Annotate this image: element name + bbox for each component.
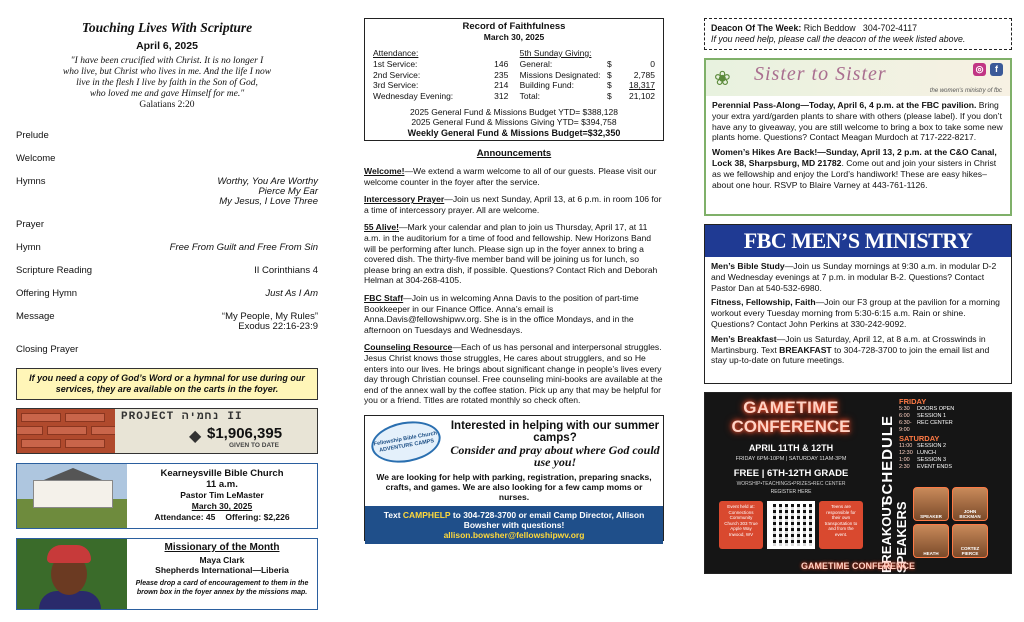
camp-needs: We are looking for help with parking, registration, preparing snacks, crafts, and games. We are also looking for a few camp moms or nurses.: [376, 471, 652, 502]
attendance-row: Wednesday Evening: 312: [373, 90, 509, 101]
sister-to-sister-card: [704, 58, 1012, 216]
mens-item: Men’s Bible Study—Join us Sunday mornings at 9:30 a.m. in modular D-2 and Wednesday evenings at 7 p.m. in modular B-2. Questions? Contact Pastor Dan at 540-532-6980.: [711, 261, 997, 293]
giving-row: General: $ 0: [519, 59, 655, 69]
conference-title: CONFERENCE: [731, 417, 851, 436]
church-building: [33, 480, 113, 508]
camp-contact: Text CAMPHELP to 304-728-3700 or email Camp Director, Allison Bowsher with questions! allison.bowsher@fellowshipwv.org: [365, 506, 663, 544]
giving-row: Total: $ 21,102: [519, 91, 655, 101]
speaker-photos: [913, 487, 988, 558]
speaker-photo: CORTEZ PIERCE: [952, 524, 988, 558]
sister-header: [706, 60, 1010, 96]
order-item-welcome: Welcome: [16, 153, 56, 164]
brick-decoration: [21, 413, 61, 422]
deacon-name: Rich Beddow: [803, 23, 856, 33]
giving-row: Building Fund: $ 18,317: [519, 80, 655, 90]
order-item-closing-prayer: Closing Prayer: [16, 344, 79, 355]
attendance-row: 1st Service: 146: [373, 59, 509, 69]
column-ministries: [704, 0, 1012, 574]
order-item-prayer: Prayer: [16, 219, 44, 230]
faith-title: Record of Faithfulness: [462, 21, 566, 32]
mens-ministry-card: [704, 224, 1012, 384]
mens-ministry-title: FBC MEN’S MINISTRY: [705, 225, 1011, 257]
given-amount: $1,906,395: [207, 425, 283, 442]
missionary-name: Maya Clark: [199, 555, 245, 565]
gametime-title: GAMETIME: [743, 398, 839, 417]
attendance-table: Attendance: 1st Service: 146 2nd Service: 235 3rd Service: 214 Wednesday Evening: 312: [373, 48, 509, 101]
budget-summary: 2025 General Fund & Missions Budget YTD= $388,128 2025 General Fund & Missions Giving YTD= $394,758 Weekly General Fund & Missions Budget=$32,350: [407, 106, 621, 138]
breakout-speakers-label: BREAKOUT SPEAKERS: [879, 499, 909, 573]
announcement-item: Welcome!—We extend a warm welcome to all of our guests. Please visit our welcome counter in the foyer after the service.: [364, 166, 657, 187]
order-item-message: Message “My People, My Rules” Exodus 22:16-23:9: [16, 311, 318, 332]
camp-call: Consider and pray about where God could use you!: [450, 442, 660, 469]
attendance-row: 3rd Service: 214: [373, 80, 509, 90]
brick-decoration: [65, 413, 105, 422]
church-time: 11 a.m.: [206, 479, 238, 490]
summer-camp-ad: [364, 415, 664, 541]
facebook-icon: f: [990, 63, 1003, 76]
sister-title: Sister to Sister: [754, 63, 887, 85]
bible-hymnal-notice: If you need a copy of God’s Word or a hymnal for use during our services, they are available on the carts in the foyer.: [16, 368, 318, 400]
church-offering: Offering: $2,226: [225, 512, 290, 522]
verse-reference: Galatians 2:20: [139, 100, 195, 110]
order-item-scripture-reading: Scripture Reading II Corinthians 4: [16, 265, 318, 276]
order-item-offering-hymn: Offering Hymn Just As I Am: [16, 288, 318, 299]
announcements-list: [364, 166, 664, 406]
schedule-label: SCHEDULE: [879, 415, 896, 506]
announcements-heading: Announcements: [476, 148, 552, 159]
mens-item: Fitness, Fellowship, Faith—Join our F3 group at the pavilion for a morning workout every Tuesday morning from 5:30-6:15 a.m. Rain or shine. Questions? Contact John Perkins at 330-242-9092.: [711, 297, 1000, 329]
sister-item: Women’s Hikes Are Back!—Sunday, April 13, 2 p.m. at the C&O Canal, Lock 38, Sharpsburg, MD 21782. Come out and join your sisters in Christ as we fellowship and enjoy the Lord’s handiwork! These are easy hikes–about one hour. RSVP to Blaire Varney at 443-761-1126.: [712, 147, 997, 190]
column-order-of-service: [16, 0, 318, 610]
transport-note: Teens are responsible for their own transportation to and from the event.: [819, 501, 863, 549]
brick-decoration: [47, 426, 87, 435]
brick-decoration: [65, 439, 105, 448]
photo-headwrap: [47, 545, 91, 563]
church-pastor: Pastor Tim LeMaster: [180, 490, 264, 500]
giving-table: 5th Sunday Giving: General: $ 0 Missions Designated: $ 2,785 Building Fund: $ 18,317 Total: $ 21,102: [519, 48, 655, 101]
deacon-of-the-week: Deacon Of The Week: Rich Beddow 304-702-4117 If you need help, please call the deacon of the week listed above.: [704, 18, 1012, 50]
announcement-item: Intercessory Prayer—Join us next Sunday, April 13, at 6 p.m. in room 106 for a time of intercessory prayer. All are welcome.: [364, 194, 662, 215]
mens-item: Men’s Breakfast—Join us Saturday, April 12, at 8 a.m. at Crosswinds in Martinsburg. Text BREAKFAST to 304-728-3700 to join the email list and stay up-to-date on future meetings.: [711, 333, 990, 366]
missionary-photo: [17, 539, 127, 609]
order-item-hymns: Hymns Worthy, You Are Worthy Pierce My Ear My Jesus, I Love Three: [16, 176, 318, 207]
conference-features: WORSHIP•TEACHINGS•PRIZES•REC CENTER: [736, 481, 846, 487]
brick-decoration: [16, 426, 43, 435]
scripture-verse: "I have been crucified with Christ. It is no longer I who live, but Christ who lives in me. And the life I now live in the flesh I live by faith in the Son of God, who loved me and gave Himself for me." Galatians 2:20: [16, 56, 318, 111]
order-item-hymn: Hymn Free From Guilt and Free From Sin: [16, 242, 318, 253]
trowel-icon: ◆: [189, 428, 202, 445]
church-date: March 30, 2025: [191, 501, 253, 511]
sister-church-card: [16, 463, 318, 529]
column-announcements: [364, 0, 664, 541]
register-label: REGISTER HERE: [770, 489, 812, 495]
conference-dates: APRIL 11TH & 12TH: [748, 443, 834, 453]
leaf-icon: ❀: [714, 68, 731, 90]
attendance-row: 2nd Service: 235: [373, 69, 509, 80]
adventure-camps-logo: Fellowship Bible Church ADVENTURE CAMPS: [368, 416, 444, 468]
poster-footer: GAMETIME CONFERENCE: [800, 561, 915, 571]
gametime-conference-poster: [704, 392, 1012, 574]
instagram-icon: ◎: [973, 63, 986, 76]
service-date: April 6, 2025: [136, 40, 198, 52]
missionary-heading: Missionary of the Month: [164, 542, 280, 553]
missionary-card: [16, 538, 318, 610]
church-attendance: Attendance: 45: [154, 512, 216, 522]
missionary-note: Please drop a card of encouragement to them in the brown box in the foyer annex by the missions map.: [135, 580, 309, 596]
project-nehemiah-banner: [16, 408, 318, 454]
church-photo: [17, 464, 127, 528]
sister-item: Perennial Pass-Along—Today, April 6, 4 p.m. at the FBC pavilion. Bring your extra yard/garden plants to share with others (please label). If you don’t have any to giveaway, you are still welcome to bring a box to take some new plants home. Questions? Contact Meagan Murdoch at 717-222-8217.: [712, 100, 1003, 143]
schedule-list: FRIDAY 5:30 DOORS OPEN 6:00 SESSION 1 6:30-9:00 REC CENTER SATURDAY 11:00 SESSION 2 12:30 LUNCH 1:00 SESSION 3 2:30 EVENT ENDS: [899, 397, 955, 470]
given-label: GIVEN TO DATE: [229, 442, 279, 449]
sister-subtitle: the women's ministry of fbc: [929, 88, 1002, 94]
speaker-photo: SPEAKER: [913, 487, 949, 521]
missionary-org: Shepherds International—Liberia: [155, 565, 289, 575]
conference-grades: FREE | 6TH-12TH GRADE: [733, 468, 849, 479]
camp-email: allison.bowsher@fellowshipwv.org: [443, 529, 585, 540]
order-item-prelude: Prelude: [16, 130, 49, 141]
announcement-item: 55 Alive!—Mark your calendar and plan to join us Thursday, April 17, at 11 a.m. in the auditorium for a time of food and fellowship. New Horizons Band will be performing after lunch. Please sign up in the foyer annex to bring a covered dish. The thirty-five member band will be joining us for lunch, so please bring an extra dish, if possible. Questions? Contact Rich and Deborah Helman at 304-268-4105.: [364, 222, 658, 286]
bulletin-title: Touching Lives With Scripture: [81, 20, 253, 35]
speaker-photo: HEATH: [913, 524, 949, 558]
announcement-item: FBC Staff—Join us in welcoming Anna Davis to the position of part-time Bookkeeper in our Finance Office. Anna’s email is Anna.Davis@fellowshipwv.org. She is in the office Mondays, and in the afternoon on Tuesdays and Wednesdays.: [364, 292, 639, 335]
venue-note: Event held at: Connections Community Church 303 True Apple Way Inwood, WV: [719, 501, 763, 549]
church-name: Kearneysville Bible Church: [160, 468, 284, 479]
brick-decoration: [21, 439, 61, 448]
faith-date: March 30, 2025: [483, 32, 545, 42]
giving-row: Missions Designated: $ 2,785: [519, 69, 655, 80]
camp-question: Interested in helping with our summer camps?: [450, 419, 660, 444]
record-of-faithfulness: [364, 18, 664, 141]
announcement-item: Counseling Resource—Each of us has personal and interpersonal struggles. Jesus Christ knows those struggles, He cares about strugglers, and so He enters into our lives. He brings about significant change in people’s lives every day through Christian counsel. Free counseling mini-books are available at the end of the annex wall by the coffee station. Pick up any that may be helpful for you or a friend. Titles are rotated monthly so check often.: [364, 342, 663, 406]
qr-code-icon[interactable]: [767, 501, 815, 549]
speaker-photo: JOHN BICKMAN: [952, 487, 988, 521]
conference-times: FRIDAY 6PM-10PM | SATURDAY 11AM-3PM: [735, 456, 847, 462]
order-of-service: [16, 131, 318, 355]
banner-title: PROJECT נחמיה II: [121, 411, 243, 423]
deacon-phone: 304-702-4117: [862, 23, 918, 33]
deacon-note: If you need help, please call the deacon of the week listed above.: [711, 34, 966, 44]
